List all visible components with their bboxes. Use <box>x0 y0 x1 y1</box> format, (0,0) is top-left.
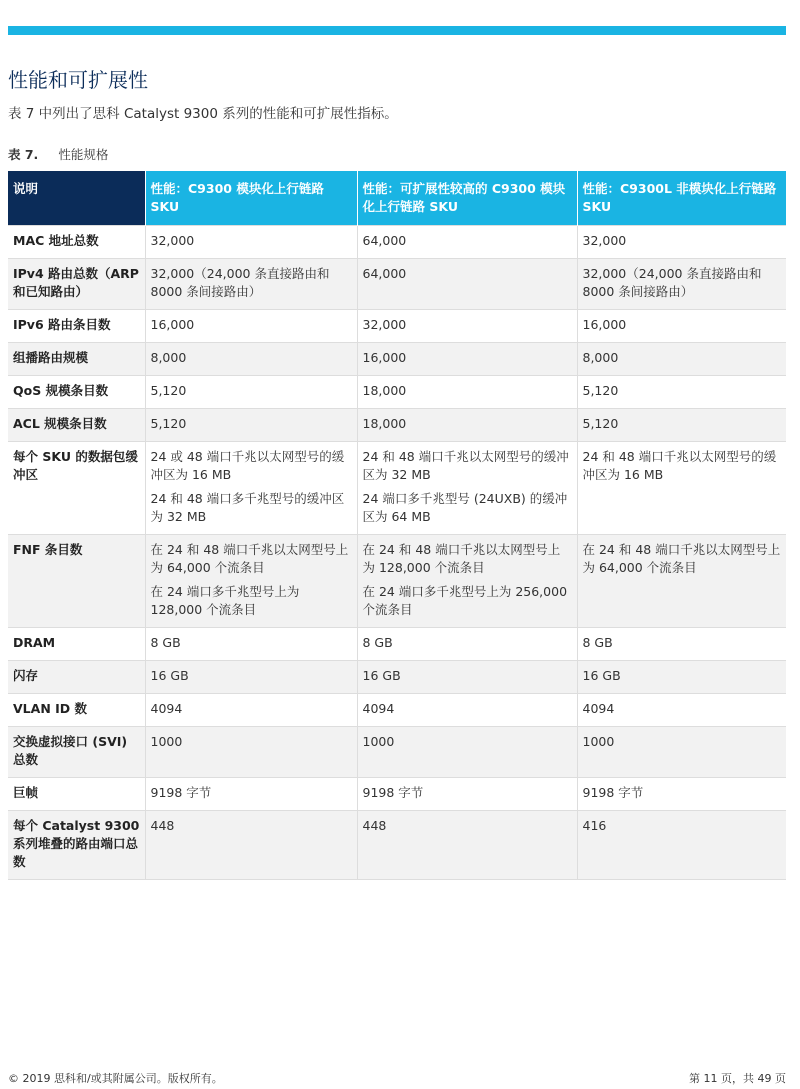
cell-text: 18,000 <box>362 383 407 398</box>
table-row <box>8 661 786 694</box>
table-cell <box>145 343 357 376</box>
table-row <box>8 226 786 259</box>
table-cell <box>577 343 786 376</box>
cell-text: 9198 字节 <box>362 785 424 800</box>
table-row <box>8 442 786 535</box>
cell-text: 16,000 <box>582 317 627 332</box>
row-label: IPv6 路由条目数 <box>8 310 145 343</box>
table-cell <box>577 727 786 778</box>
row-label: VLAN ID 数 <box>8 694 145 727</box>
table-cell <box>577 811 786 880</box>
footer-copyright: © 2019 思科和/或其附属公司。版权所有。 <box>8 1072 223 1085</box>
table-cell <box>145 727 357 778</box>
table-row <box>8 535 786 628</box>
cell-text: 8 GB <box>150 635 181 650</box>
table-cell <box>357 727 577 778</box>
table-cell <box>577 226 786 259</box>
row-label: FNF 条目数 <box>8 535 145 628</box>
table-row <box>8 778 786 811</box>
cell-text: 24 和 48 端口多千兆型号的缓冲区为 32 MB <box>150 491 345 524</box>
cell-text: 16 GB <box>362 668 401 683</box>
table-cell <box>577 778 786 811</box>
row-label: MAC 地址总数 <box>8 226 145 259</box>
table-cell <box>577 628 786 661</box>
intro-text: 表 7 中列出了思科 Catalyst 9300 系列的性能和可扩展性指标。 <box>8 106 398 122</box>
footer-page-number: 第 11 页，共 49 页 <box>689 1072 786 1085</box>
cell-text: 在 24 和 48 端口千兆以太网型号上为 64,000 个流条目 <box>582 542 781 575</box>
cell-text: 1000 <box>150 734 183 749</box>
cell-text: 9198 字节 <box>150 785 212 800</box>
table-row <box>8 694 786 727</box>
table-row <box>8 343 786 376</box>
cell-text: 416 <box>582 818 607 833</box>
cell-text: 在 24 和 48 端口千兆以太网型号上为 128,000 个流条目 <box>362 542 561 575</box>
cell-text: 5,120 <box>150 416 187 431</box>
cell-text: 8,000 <box>582 350 619 365</box>
table-cell <box>145 535 357 628</box>
table-cell <box>145 811 357 880</box>
table-row <box>8 310 786 343</box>
cell-text: 5,120 <box>150 383 187 398</box>
cell-text: 5,120 <box>582 383 619 398</box>
table-cell <box>145 694 357 727</box>
cell-text: 32,000 <box>362 317 407 332</box>
cell-text: 18,000 <box>362 416 407 431</box>
cell-text: 5,120 <box>582 416 619 431</box>
table-cell <box>357 376 577 409</box>
cell-text: 1000 <box>582 734 615 749</box>
cell-text: 4094 <box>582 701 615 716</box>
cell-text: 1000 <box>362 734 395 749</box>
table-cell <box>357 442 577 535</box>
table-cell <box>357 343 577 376</box>
cell-text: 9198 字节 <box>582 785 644 800</box>
table-cell <box>145 226 357 259</box>
table-cell <box>577 310 786 343</box>
row-label: ACL 规模条目数 <box>8 409 145 442</box>
cell-text: 在 24 端口多千兆型号上为 256,000 个流条目 <box>362 584 568 617</box>
table-cell <box>577 442 786 535</box>
table-cell <box>357 226 577 259</box>
row-label: 闪存 <box>8 661 145 694</box>
table-row <box>8 811 786 880</box>
table-cell <box>145 310 357 343</box>
row-label: 组播路由规模 <box>8 343 145 376</box>
table-row <box>8 409 786 442</box>
table-cell <box>145 661 357 694</box>
table-cell <box>577 661 786 694</box>
table-cell <box>577 535 786 628</box>
table-cell <box>145 409 357 442</box>
cell-text: 16 GB <box>150 668 189 683</box>
row-label: QoS 规模条目数 <box>8 376 145 409</box>
table-caption <box>8 146 108 164</box>
table-header-row <box>8 171 786 226</box>
table-row <box>8 376 786 409</box>
cell-text: 8 GB <box>582 635 613 650</box>
cell-text: 64,000 <box>362 266 407 281</box>
header-c9300-modular: 性能：C9300 模块化上行链路 SKU <box>145 171 357 226</box>
cell-text: 32,000（24,000 条直接路由和 8000 条间接路由） <box>582 266 762 299</box>
table-title: 性能规格 <box>58 147 109 162</box>
table-cell <box>145 376 357 409</box>
table-row <box>8 259 786 310</box>
cell-text: 32,000 <box>150 233 195 248</box>
header-c9300l-fixed: 性能：C9300L 非模块化上行链路 SKU <box>577 171 786 226</box>
cell-text: 4094 <box>362 701 395 716</box>
table-cell <box>357 811 577 880</box>
table-cell <box>145 628 357 661</box>
table-cell <box>577 259 786 310</box>
header-description: 说明 <box>8 171 145 226</box>
row-label: 交换虚拟接口 (SVI) 总数 <box>8 727 145 778</box>
table-number: 表 7. <box>8 147 39 162</box>
performance-spec-table <box>8 171 786 880</box>
header-c9300-high-scale: 性能：可扩展性较高的 C9300 模块化上行链路 SKU <box>357 171 577 226</box>
section-title: 性能和可扩展性 <box>8 68 148 92</box>
table-cell <box>145 259 357 310</box>
cell-text: 16,000 <box>362 350 407 365</box>
table-cell <box>357 778 577 811</box>
cell-text: 32,000（24,000 条直接路由和 8000 条间接路由） <box>150 266 330 299</box>
table-cell <box>357 259 577 310</box>
cell-text: 64,000 <box>362 233 407 248</box>
row-label: 每个 Catalyst 9300 系列堆叠的路由端口总数 <box>8 811 145 880</box>
table-cell <box>577 694 786 727</box>
table-cell <box>357 628 577 661</box>
cell-text: 8 GB <box>362 635 393 650</box>
table-cell <box>145 778 357 811</box>
table-cell <box>145 442 357 535</box>
row-label: 巨帧 <box>8 778 145 811</box>
row-label: DRAM <box>8 628 145 661</box>
row-label: 每个 SKU 的数据包缓冲区 <box>8 442 145 535</box>
table-row <box>8 628 786 661</box>
table-cell <box>357 409 577 442</box>
table-cell <box>577 409 786 442</box>
cell-text: 448 <box>150 818 175 833</box>
cell-text: 8,000 <box>150 350 187 365</box>
table-cell <box>357 661 577 694</box>
cell-text: 4094 <box>150 701 183 716</box>
table-cell <box>357 694 577 727</box>
cell-text: 24 和 48 端口千兆以太网型号的缓冲区为 32 MB <box>362 449 569 482</box>
cell-text: 24 或 48 端口千兆以太网型号的缓冲区为 16 MB <box>150 449 345 482</box>
cell-text: 16,000 <box>150 317 195 332</box>
cell-text: 32,000 <box>582 233 627 248</box>
cell-text: 16 GB <box>582 668 621 683</box>
row-label: IPv4 路由总数（ARP 和已知路由） <box>8 259 145 310</box>
table-cell <box>577 376 786 409</box>
top-accent-bar <box>8 26 786 35</box>
table-cell <box>357 535 577 628</box>
cell-text: 在 24 和 48 端口千兆以太网型号上为 64,000 个流条目 <box>150 542 349 575</box>
cell-text: 24 端口多千兆型号 (24UXB) 的缓冲区为 64 MB <box>362 491 568 524</box>
cell-text: 448 <box>362 818 387 833</box>
cell-text: 24 和 48 端口千兆以太网型号的缓冲区为 16 MB <box>582 449 777 482</box>
cell-text: 在 24 端口多千兆型号上为 128,000 个流条目 <box>150 584 300 617</box>
table-row <box>8 727 786 778</box>
table-cell <box>357 310 577 343</box>
